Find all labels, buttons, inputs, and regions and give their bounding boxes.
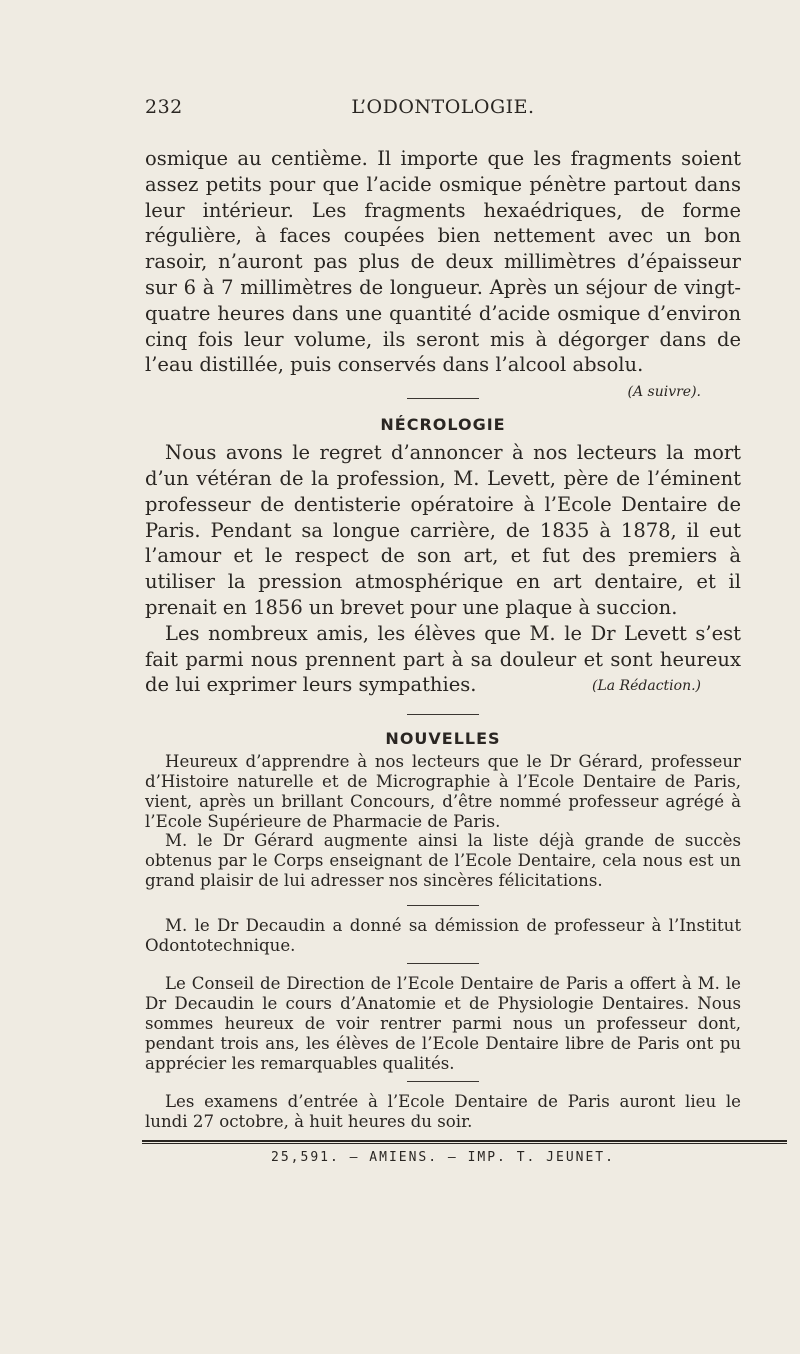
- necrologie-attribution: (La Rédaction.): [592, 678, 701, 695]
- section-divider: [407, 398, 479, 399]
- nouvelles-paragraph-2: M. le Dr Gérard augmente ainsi la liste déjà grande de succès obtenus par le Corps enseignant de l’Ecole Dentaire, cela nous est un grand plaisir de lui adresser nos sincères félicitations.: [145, 831, 741, 890]
- nouvelles-paragraph-1: Heureux d’apprendre à nos lecteurs que le Dr Gérard, professeur d’Histoire naturelle et de Micrographie à l’Ecole Dentaire de Paris, vient, après un brillant Concours, d’être nommé professeur agrégé à l’Ecole Supérieure de Pharmacie de Paris.: [145, 752, 741, 831]
- nouvelles-paragraph-4: Le Conseil de Direction de l’Ecole Dentaire de Paris a offert à M. le Dr Decaudin le cours d’Anatomie et de Physiologie Dentaires. Nous sommes heureux de voir rentrer parmi nous un professeur dont, pendant trois ans, les élèves de l’Ecole Dentaire libre de Paris ont pu apprécier les remarquables qualités.: [145, 974, 741, 1073]
- journal-title: L’ODONTOLOGIE.: [351, 96, 535, 118]
- intro-attribution: (A suivre).: [627, 384, 701, 401]
- necrologie-paragraph-1: Nous avons le regret d’annoncer à nos lecteurs la mort d’un vétéran de la profession, M. Levett, père de l’éminent professeur de dentisterie opératoire à l’Ecole Dentaire de Paris. Pendant sa longue carrière, de 1835 à 1878, il eut l’amour et le respect de son art, et fut des premiers à utiliser la pression atmosphérique en art dentaire, et il prenait en 1856 un brevet pour une plaque à succion.: [145, 441, 741, 619]
- section-divider: [407, 714, 479, 715]
- nouvelles-paragraph-3: M. le Dr Decaudin a donné sa démission de professeur à l’Institut Odontotechnique.: [145, 915, 741, 955]
- intro-section: [145, 146, 741, 401]
- nouvelles-heading: NOUVELLES: [385, 729, 501, 749]
- nouvelles-section: [145, 752, 741, 1132]
- necrologie-paragraph-2: Les nombreux amis, les élèves que M. le Dr Levett s’est fait parmi nous prennent part à sa douleur et sont heureux de lui exprimer leurs sympathies. (La Rédaction.): [145, 621, 741, 698]
- nouvelles-paragraph-5: Les examens d’entrée à l’Ecole Dentaire de Paris auront lieu le lundi 27 octobre, à huit heures du soir.: [145, 1092, 741, 1132]
- page: [145, 96, 741, 1165]
- running-header: [145, 96, 741, 126]
- necrologie-heading: NÉCROLOGIE: [380, 415, 506, 435]
- printer-imprint: 25,591. — AMIENS. — IMP. T. JEUNET.: [271, 1149, 615, 1165]
- intro-paragraph: osmique au centième. Il importe que les fragments soient assez petits pour que l’acide osmique pénètre partout dans leur intérieur. Les fragments hexaédriques, de forme régulière, à faces coupées bien nettement avec un bon rasoir, n’auront pas plus de deux millimètres d’épaisseur sur 6 à 7 millimètres de longueur. Après un séjour de vingt-quatre heures dans une quantité d’acide osmique d’environ cinq fois leur volume, ils seront mis à dégorger dans de l’eau distillée, puis conservés dans l’alcool absolu. (A suivre).: [145, 146, 741, 378]
- page-number: 232: [145, 96, 183, 118]
- footer-rule: [142, 1140, 787, 1144]
- necrologie-section: [145, 440, 741, 698]
